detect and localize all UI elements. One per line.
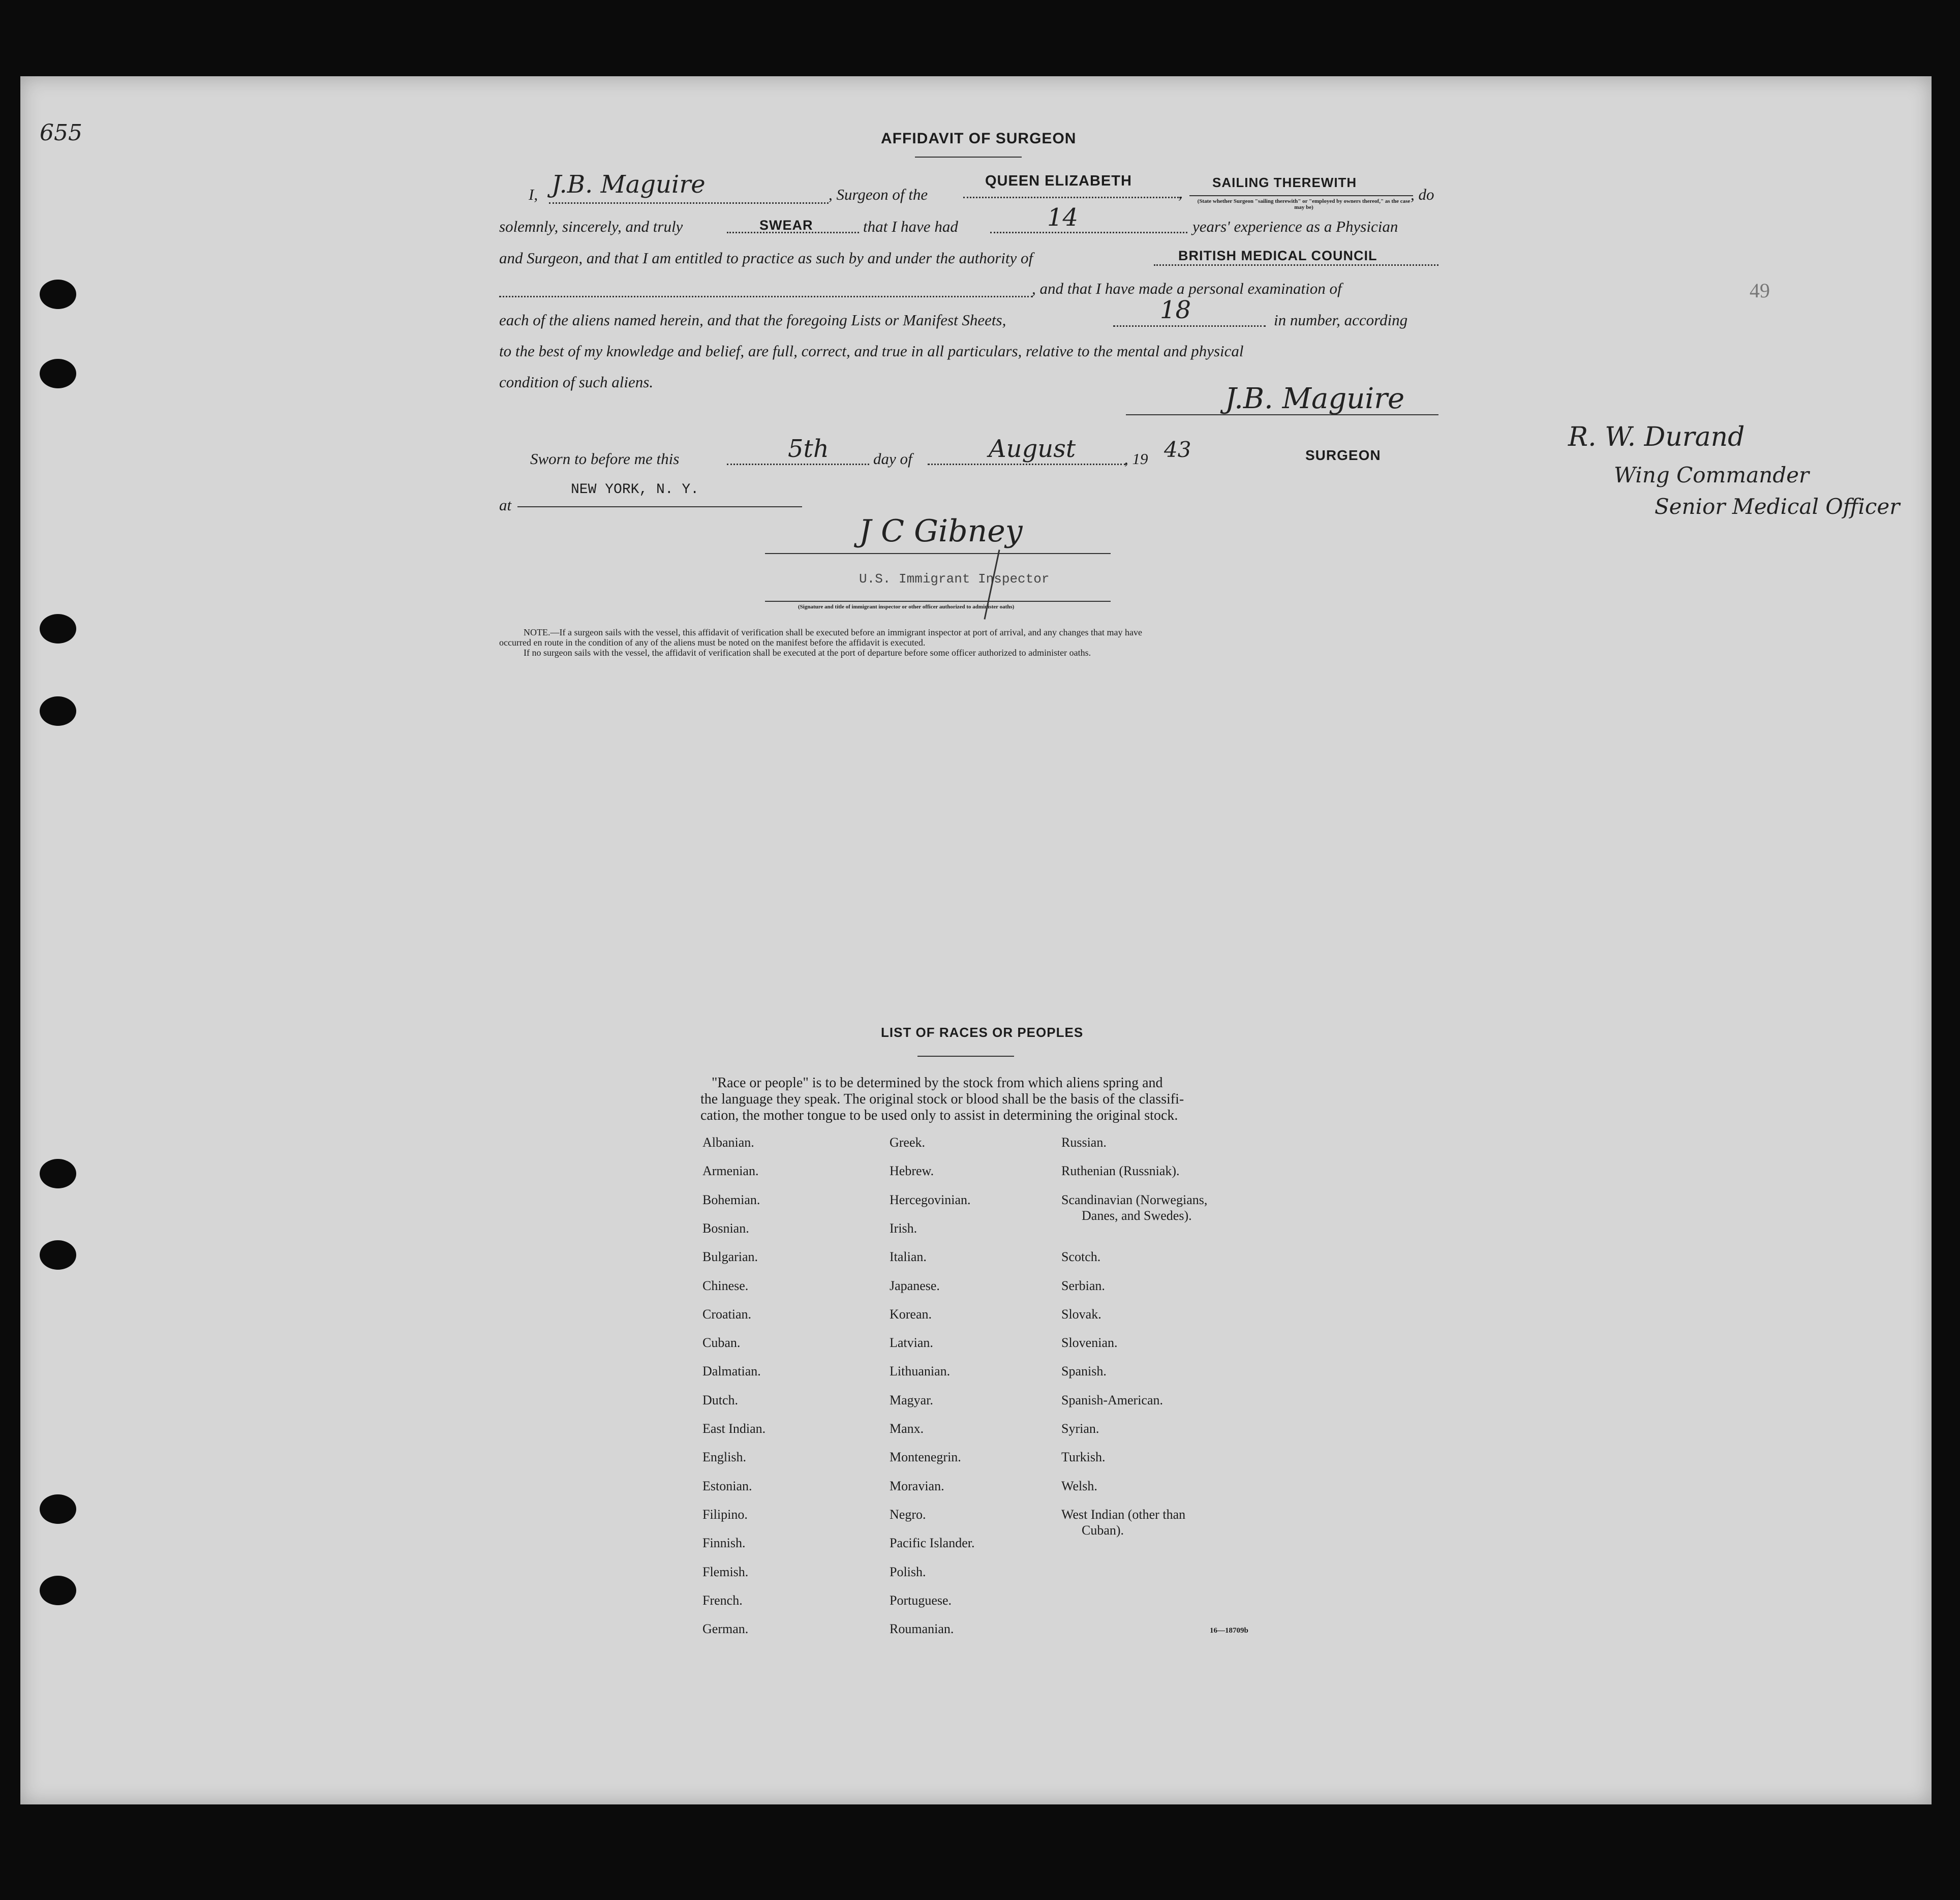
margin-note-line-3: Senior Medical Officer [1655,494,1900,519]
l5-end: in number, according [1274,311,1408,329]
sworn-year: 43 [1164,437,1191,462]
punch-hole [40,614,76,643]
l2-mid: that I have had [863,218,958,235]
race-item: Bulgarian. [702,1249,758,1265]
race-item: Serbian. [1061,1278,1105,1293]
race-item: Spanish-American. [1061,1392,1163,1407]
inspector-signature-line [765,553,1111,554]
inspector-title-line [765,601,1111,602]
day-field-line [727,464,869,465]
ship-name: QUEEN ELIZABETH [985,173,1132,189]
races-intro-3: cation, the mother tongue to be used only to assist in determining the original stock. [700,1108,1178,1123]
l4-end: , and that I have made a personal examination of [1032,280,1342,297]
oath-type: SWEAR [759,218,813,233]
race-item: Polish. [890,1564,926,1579]
race-item: Estonian. [702,1478,752,1493]
race-item: Irish. [890,1220,917,1236]
race-item: French. [702,1592,743,1608]
race-item: Dalmatian. [702,1364,761,1379]
l2-end: years' experience as a Physician [1192,218,1398,235]
l1-end: , do [1411,186,1434,203]
race-item: Portuguese. [890,1592,952,1608]
surgeon-name: J.B. Maguire [552,170,706,199]
name-field-line [549,202,829,204]
race-item: Dutch. [702,1392,739,1407]
race-item: Russian. [1061,1135,1107,1150]
race-item: Spanish. [1061,1364,1107,1379]
race-item: Scotch. [1061,1249,1101,1265]
race-item: Slovenian. [1061,1335,1118,1351]
race-item: Japanese. [890,1278,940,1293]
punch-hole [40,1159,76,1188]
note-line-3: If no surgeon sails with the vessel, the affidavit of verification shall be executed at the port of departure before some officer authorized to administer oaths. [524,648,1091,658]
race-item: Flemish. [702,1564,749,1579]
race-item: Latvian. [890,1335,933,1351]
race-item: Pacific Islander. [890,1536,975,1551]
surgeon-signature: J.B. Maguire [1225,382,1405,415]
inspector-signature: J C Gibney [859,513,1023,549]
margin-note-line-1: R. W. Durand [1568,422,1745,452]
years-field-line [990,232,1187,233]
l6-text: to the best of my knowledge and belief, are full, correct, and true in all particulars, relative to the mental and physical [499,342,1244,360]
race-item: Welsh. [1061,1478,1097,1493]
punch-hole [40,696,76,726]
punch-hole [40,280,76,309]
sworn-month: August [989,435,1076,463]
note-line-2: occurred en route in the condition of any of the aliens must be noted on the manifest before the affidavit is executed. [499,637,926,648]
l2-start: solemnly, sincerely, and truly [499,218,683,235]
sworn-mid: day of [873,450,912,468]
ship-field-line [963,197,1182,198]
race-item: Croatian. [702,1306,752,1322]
file-number: 655 [40,120,82,146]
surgeon-label: SURGEON [1305,447,1381,463]
race-item: Greek. [890,1135,926,1150]
races-title: LIST OF RACES OR PEOPLES [881,1025,1084,1040]
race-item: Finnish. [702,1536,746,1551]
race-item: Danes, and Swedes). [1082,1208,1192,1223]
race-item: Roumanian. [890,1621,954,1637]
race-item: Scandinavian (Norwegians, [1061,1192,1208,1207]
race-item: Manx. [890,1421,924,1436]
race-item: Magyar. [890,1392,933,1407]
l5-start: each of the aliens named herein, and that the foregoing Lists or Manifest Sheets, [499,311,1006,329]
sheets-field-line [1113,325,1266,327]
race-item: Ruthenian (Russniak). [1061,1163,1180,1179]
manifest-sheet-count: 18 [1160,296,1191,324]
sworn-year-prefix: , 19 [1124,450,1148,468]
race-item: English. [702,1450,746,1465]
at-label: at [499,496,512,514]
race-item: Cuban. [702,1335,741,1351]
race-item: Syrian. [1061,1421,1099,1436]
location-field-line [517,506,802,507]
punch-hole [40,1494,76,1524]
race-item: West Indian (other than [1061,1507,1186,1522]
race-item: Lithuanian. [890,1364,951,1379]
authority-field-line [1154,264,1438,266]
affidavit-title: AFFIDAVIT OF SURGEON [881,130,1077,147]
note-line-1: NOTE.—If a surgeon sails with the vessel, this affidavit of verification shall be executed before an immigrant inspector at port of arrival, and any changes that may have [524,627,1142,637]
race-item: Hercegovinian. [890,1192,971,1207]
race-item: German. [702,1621,749,1637]
race-item: Filipino. [702,1507,748,1522]
month-field-line [928,464,1126,465]
race-item: Moravian. [890,1478,944,1493]
l3-start: and Surgeon, and that I am entitled to practice as such by and under the authority of [499,249,1033,267]
race-item: Bohemian. [702,1192,760,1207]
sworn-day: 5th [788,435,829,463]
l1-comma: , [1178,184,1182,202]
document-sheet [20,76,1932,1804]
capacity-field-line [1189,195,1413,196]
race-item: Hebrew. [890,1163,934,1179]
capacity-caption: (State whether Surgeon "sailing therewith" or "employed by owners thereof," as the case may be) [1197,198,1411,210]
race-item: Slovak. [1061,1306,1101,1322]
margin-note-line-2: Wing Commander [1614,463,1810,487]
race-item: Chinese. [702,1278,749,1293]
punch-hole [40,359,76,388]
years-experience: 14 [1047,203,1079,232]
races-title-rule [917,1056,1014,1057]
race-item: East Indian. [702,1421,766,1436]
race-item: Korean. [890,1306,932,1322]
race-item: Bosnian. [702,1220,749,1236]
inspector-caption: (Signature and title of immigrant inspector or other officer authorized to administer oaths) [798,604,1015,610]
race-item: Montenegrin. [890,1450,961,1465]
licensing-authority: BRITISH MEDICAL COUNCIL [1178,248,1377,263]
race-item: Italian. [890,1249,927,1265]
race-item: Negro. [890,1507,926,1522]
sworn-location: NEW YORK, N. Y. [571,482,699,498]
page-number: 49 [1750,279,1770,302]
races-intro-2: the language they speak. The original stock or blood shall be the basis of the classifi- [700,1091,1184,1107]
l1-start: I, [529,186,538,203]
l1-mid: , Surgeon of the [829,186,928,203]
sworn-start: Sworn to before me this [530,450,680,468]
form-code: 16—18709b [1210,1627,1248,1635]
race-item: Turkish. [1061,1450,1106,1465]
punch-hole [40,1240,76,1270]
signature-line [1126,414,1438,415]
race-item: Cuban). [1082,1522,1124,1538]
oath-field-line [727,232,859,233]
punch-hole [40,1576,76,1605]
inspector-title: U.S. Immigrant Inspector [859,571,1050,587]
surgeon-capacity: SAILING THEREWITH [1212,175,1357,190]
l7-text: condition of such aliens. [499,373,654,391]
title-rule [915,157,1022,158]
races-intro-1: "Race or people" is to be determined by the stock from which aliens spring and [712,1075,1163,1091]
authority-continuation-line [499,296,1033,297]
race-item: Albanian. [702,1135,754,1150]
race-item: Armenian. [702,1163,759,1179]
